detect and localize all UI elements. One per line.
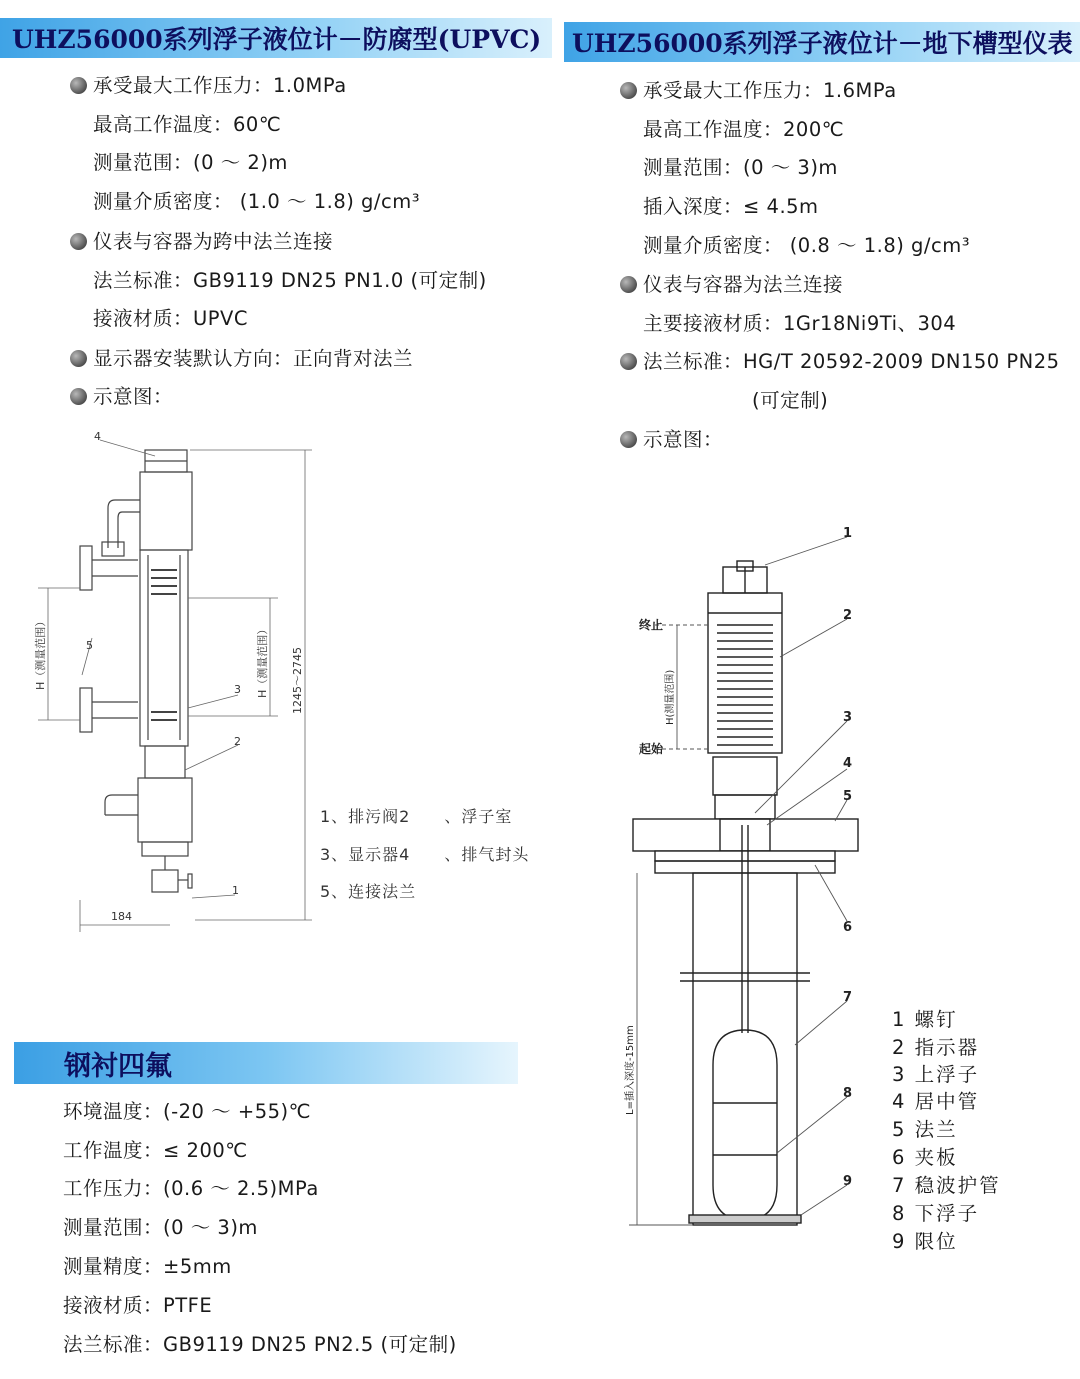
dim-range-right: H（测量范围） — [256, 623, 269, 698]
dim-range-left: H（测量范围） — [34, 615, 47, 690]
dim-total: 1245～2745 — [291, 647, 304, 714]
legend-item: 9 限位 — [892, 1230, 958, 1253]
label-start: 起始 — [639, 742, 664, 756]
section-title-underground: UHZ56000系列浮子液位计－地下槽型仪表 — [564, 22, 1080, 62]
upvc-diagram — [20, 420, 320, 940]
legend-line: 1、排污阀2 、浮子室 — [320, 807, 513, 826]
callout-4: 4 — [843, 756, 853, 771]
ptfe-line: 测量精度：±5mm — [63, 1255, 232, 1278]
legend-item: 4 居中管 — [892, 1090, 980, 1113]
ptfe-line: 接液材质：PTFE — [63, 1294, 213, 1317]
spec-line: 测量介质密度： (1.0 ～ 1.8) g/cm³ — [93, 190, 421, 213]
spec-line: 测量范围：(0 ～ 2)m — [93, 151, 288, 174]
spec-line: 示意图： — [620, 424, 723, 452]
legend-item: 6 夹板 — [892, 1146, 958, 1169]
spec-line: 接液材质：UPVC — [93, 307, 248, 330]
ptfe-line: 法兰标准：GB9119 DN25 PN2.5 (可定制) — [63, 1333, 457, 1356]
spec-line: 插入深度：≤ 4.5m — [643, 195, 819, 218]
bullet-icon — [620, 276, 637, 293]
legend-item: 3 上浮子 — [892, 1063, 980, 1086]
dim-insert: L=插入深度-15mm — [625, 1025, 636, 1115]
section-title-ptfe: 钢衬四氟 — [14, 1042, 518, 1084]
spec-line: 示意图： — [70, 381, 173, 409]
spec-line: (可定制) — [752, 389, 829, 412]
callout-3: 3 — [234, 683, 241, 696]
legend-item: 7 稳波护管 — [892, 1174, 1001, 1197]
label-end: 终止 — [639, 618, 664, 632]
spec-line: 测量介质密度： (0.8 ～ 1.8) g/cm³ — [643, 234, 971, 257]
spec-line: 法兰标准：GB9119 DN25 PN1.0 (可定制) — [93, 269, 487, 292]
spec-line: 显示器安装默认方向：正向背对法兰 — [70, 343, 413, 371]
legend-item: 8 下浮子 — [892, 1202, 980, 1225]
bullet-icon — [70, 350, 87, 367]
spec-line: 承受最大工作压力：1.6MPa — [620, 75, 897, 103]
spec-line: 法兰标准：HG/T 20592-2009 DN150 PN25 — [620, 346, 1060, 374]
bullet-icon — [70, 233, 87, 250]
callout-5: 5 — [843, 789, 853, 804]
ptfe-line: 环境温度：(-20 ～ +55)℃ — [63, 1100, 312, 1123]
callout-2: 2 — [234, 735, 241, 748]
callout-4: 4 — [94, 430, 101, 443]
legend-item: 5 法兰 — [892, 1118, 958, 1141]
spec-line: 仪表与容器为法兰连接 — [620, 269, 843, 297]
spec-line: 承受最大工作压力：1.0MPa — [70, 70, 347, 98]
callout-2: 2 — [843, 608, 853, 623]
ptfe-line: 工作温度：≤ 200℃ — [63, 1139, 248, 1162]
legend-item: 2 指示器 — [892, 1036, 980, 1059]
bullet-icon — [620, 353, 637, 370]
legend-line: 3、显示器4 、排气封头 — [320, 845, 530, 864]
callout-7: 7 — [843, 990, 853, 1005]
callout-6: 6 — [843, 920, 853, 935]
callout-8: 8 — [843, 1086, 853, 1101]
section-title-upvc: UHZ56000系列浮子液位计－防腐型(UPVC) — [0, 18, 552, 58]
legend-line: 5、连接法兰 — [320, 882, 417, 901]
underground-diagram — [615, 525, 875, 1235]
callout-5: 5 — [86, 639, 93, 652]
spec-line: 主要接液材质：1Gr18Ni9Ti、304 — [643, 312, 957, 335]
callout-1: 1 — [843, 526, 853, 541]
dim-range: H(测量范围) — [665, 669, 676, 725]
spec-line: 测量范围：(0 ～ 3)m — [643, 156, 838, 179]
bullet-icon — [620, 431, 637, 448]
spec-line: 最高工作温度：60℃ — [93, 113, 282, 136]
bullet-icon — [620, 82, 637, 99]
callout-1: 1 — [232, 884, 239, 897]
ptfe-line: 工作压力：(0.6 ～ 2.5)MPa — [63, 1177, 319, 1200]
callout-3: 3 — [843, 710, 853, 725]
dim-width: 184 — [111, 910, 132, 923]
callout-9: 9 — [843, 1174, 853, 1189]
bullet-icon — [70, 388, 87, 405]
spec-line: 仪表与容器为跨中法兰连接 — [70, 226, 333, 254]
spec-line: 最高工作温度：200℃ — [643, 118, 845, 141]
bullet-icon — [70, 77, 87, 94]
ptfe-line: 测量范围：(0 ～ 3)m — [63, 1216, 258, 1239]
legend-item: 1 螺钉 — [892, 1008, 958, 1031]
